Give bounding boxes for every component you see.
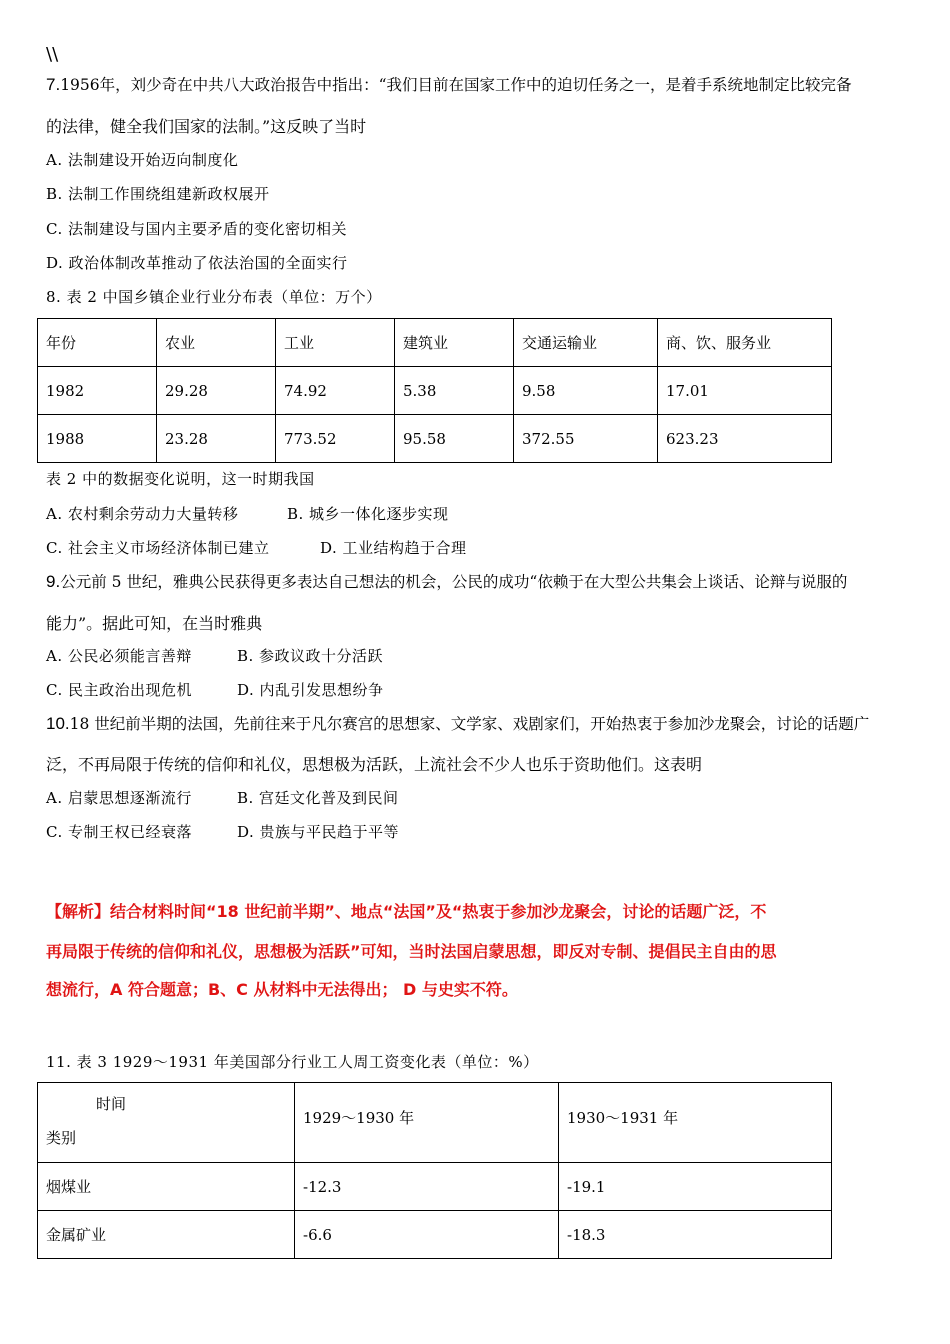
- q11-table-header-row: [38, 1083, 832, 1163]
- table-cell: 74.92: [276, 367, 395, 415]
- q8-table: [37, 318, 832, 463]
- q11-header-cell: 1930～1931 年: [559, 1083, 832, 1163]
- q9-number: 9.: [46, 572, 61, 591]
- q11-corner-cell: [38, 1083, 295, 1163]
- table-row: [38, 1163, 832, 1211]
- q10-option-b[interactable]: B. 宫廷文化普及到民间: [237, 789, 399, 807]
- q10-number: 10.: [46, 714, 70, 733]
- q8-stem: 表 2 中的数据变化说明，这一时期我国: [46, 470, 315, 488]
- q10-option-c[interactable]: C. 专制王权已经衰落: [46, 823, 192, 841]
- q8-option-b[interactable]: B. 城乡一体化逐步实现: [287, 505, 449, 523]
- q11-corner-top: 时间: [96, 1095, 127, 1113]
- q7-option-d[interactable]: D. 政治体制改革推动了依法治国的全面实行: [46, 254, 348, 272]
- table-cell: -19.1: [559, 1163, 832, 1211]
- q8-header-cell: 年份: [38, 319, 157, 367]
- q9-line2: 能力”。据此可知，在当时雅典: [46, 614, 263, 633]
- q7-line2: 的法律，健全我们国家的法制。”这反映了当时: [46, 117, 367, 136]
- q9-line1: [46, 570, 847, 592]
- table-cell: -12.3: [295, 1163, 559, 1211]
- table-cell: 773.52: [276, 415, 395, 463]
- q10-text-line1: 18 世纪前半期的法国，先前往来于凡尔赛宫的思想家、文学家、戏剧家们，开始热衷于参加沙龙聚会，讨论的话题广: [69, 715, 870, 733]
- q8-option-a[interactable]: A. 农村剩余劳动力大量转移: [46, 505, 239, 523]
- q7-number: 7.: [46, 75, 61, 94]
- q8-option-c[interactable]: C. 社会主义市场经济体制已建立: [46, 539, 270, 557]
- table-row: [38, 1211, 832, 1259]
- table-cell: 烟煤业: [38, 1163, 295, 1211]
- table-cell: -6.6: [295, 1211, 559, 1259]
- table-cell: 623.23: [658, 415, 832, 463]
- q8-header-cell: 交通运输业: [514, 319, 658, 367]
- q10-option-d[interactable]: D. 贵族与平民趋于平等: [237, 823, 400, 841]
- q7-text-line1: 1956年，刘少奇在中共八大政治报告中指出：“我们目前在国家工作中的迫切任务之一，是着手系统地制定比较完备: [60, 76, 852, 94]
- q7-option-a[interactable]: A. 法制建设开始迈向制度化: [46, 151, 239, 169]
- q10-line1: [46, 712, 869, 734]
- table-cell: 372.55: [514, 415, 658, 463]
- table-cell: 9.58: [514, 367, 658, 415]
- q11-table: [37, 1082, 832, 1259]
- table-row: [38, 415, 832, 463]
- top-mark: \\: [46, 44, 59, 65]
- q7-option-c[interactable]: C. 法制建设与国内主要矛盾的变化密切相关: [46, 220, 347, 238]
- table-cell: 1988: [38, 415, 157, 463]
- q9-text-line1: 公元前 5 世纪，雅典公民获得更多表达自己想法的机会，公民的成功“依赖于在大型公共集会上谈话、论辩与说服的: [60, 573, 848, 591]
- q8-header-cell: 建筑业: [395, 319, 514, 367]
- table-cell: 29.28: [157, 367, 276, 415]
- q11-header-cell: 1929～1930 年: [295, 1083, 559, 1163]
- q9-option-c[interactable]: C. 民主政治出现危机: [46, 681, 192, 699]
- q7-line1: [46, 73, 852, 95]
- table-cell: -18.3: [559, 1211, 832, 1259]
- q11-corner-bottom: 类别: [46, 1129, 77, 1147]
- table-cell: 95.58: [395, 415, 514, 463]
- q8-option-d[interactable]: D. 工业结构趋于合理: [320, 539, 467, 557]
- analysis-line1: 【解析】结合材料时间“18 世纪前半期”、地点“法国”及“热衷于参加沙龙聚会，讨论的话题广泛，不: [46, 902, 767, 921]
- q9-option-a[interactable]: A. 公民必须能言善辩: [46, 647, 192, 665]
- q8-header-cell: 商、饮、服务业: [658, 319, 832, 367]
- q10-line2: 泛，不再局限于传统的信仰和礼仪，思想极为活跃，上流社会不少人也乐于资助他们。这表明: [46, 755, 703, 774]
- q9-option-b[interactable]: B. 参政议政十分活跃: [237, 647, 384, 665]
- table-cell: 金属矿业: [38, 1211, 295, 1259]
- table-cell: 23.28: [157, 415, 276, 463]
- table-cell: 17.01: [658, 367, 832, 415]
- q8-header-cell: 工业: [276, 319, 395, 367]
- table-cell: 5.38: [395, 367, 514, 415]
- q11-title: 11. 表 3 1929～1931 年美国部分行业工人周工资变化表（单位：%）: [46, 1053, 539, 1071]
- q7-option-b[interactable]: B. 法制工作围绕组建新政权展开: [46, 185, 270, 203]
- q8-title: 8. 表 2 中国乡镇企业行业分布表（单位：万个）: [46, 288, 382, 306]
- table-row: [38, 367, 832, 415]
- q9-option-d[interactable]: D. 内乱引发思想纷争: [237, 681, 384, 699]
- analysis-line2: 再局限于传统的信仰和礼仪，思想极为活跃”可知，当时法国启蒙思想，即反对专制、提倡民主自由的思: [46, 942, 777, 961]
- analysis-line3: 想流行，A 符合题意；B、C 从材料中无法得出； D 与史实不符。: [46, 980, 518, 999]
- q8-header-cell: 农业: [157, 319, 276, 367]
- q8-table-header-row: [38, 319, 832, 367]
- table-cell: 1982: [38, 367, 157, 415]
- q10-option-a[interactable]: A. 启蒙思想逐渐流行: [46, 789, 192, 807]
